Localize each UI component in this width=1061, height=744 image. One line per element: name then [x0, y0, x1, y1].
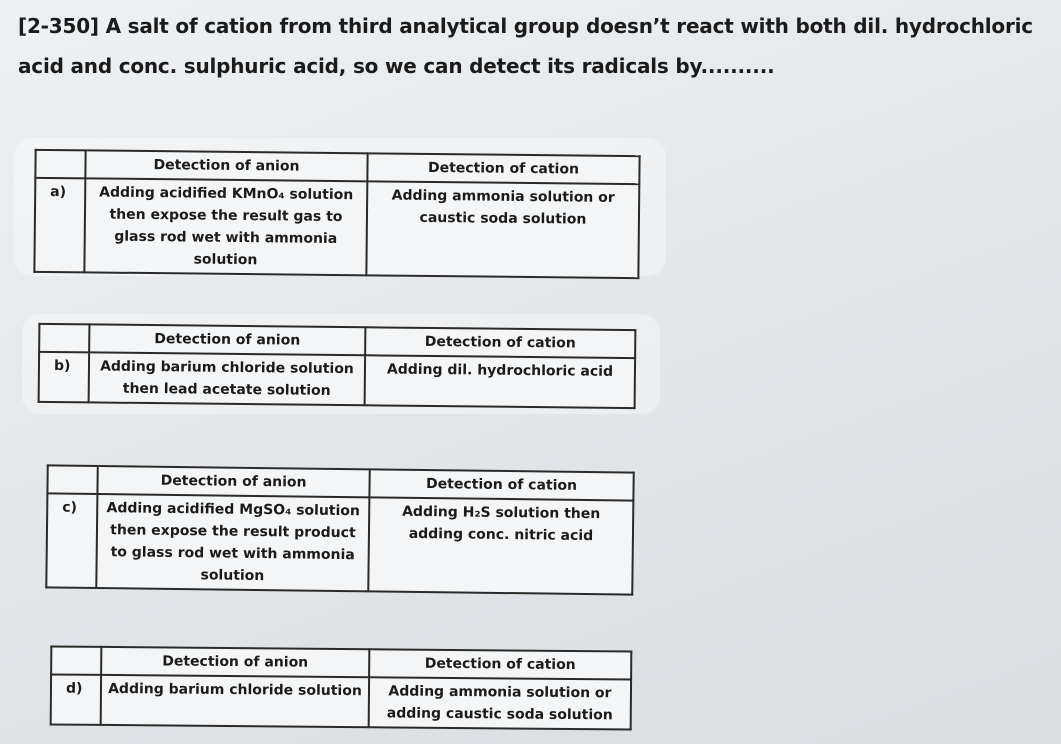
anion-cell: Adding barium chloride solution then lead acetate solution	[89, 352, 366, 405]
option-a-table[interactable]	[33, 149, 640, 279]
cation-cell: Adding H₂S solution then adding conc. nitric acid	[368, 497, 633, 594]
option-c-table[interactable]	[45, 464, 634, 595]
cation-header: Detection of cation	[367, 153, 639, 184]
anion-header: Detection of anion	[101, 647, 369, 677]
option-letter: d)	[51, 674, 101, 724]
question-text: [2-350] A salt of cation from third analytical group doesn’t react with both dil. hydrochloric acid and conc. sulphuric acid, so we can detect its radicals by..........	[18, 14, 1033, 78]
option-row[interactable]	[39, 352, 635, 408]
anion-header: Detection of anion	[85, 150, 367, 181]
cation-header: Detection of cation	[365, 327, 635, 358]
option-row[interactable]	[34, 178, 639, 278]
empty-cell	[47, 465, 97, 494]
cation-header: Detection of cation	[369, 469, 633, 500]
option-row[interactable]	[46, 493, 633, 594]
anion-cell: Adding acidified MgSO₄ solution then expose the result product to glass rod wet with ammonia solution	[96, 494, 369, 591]
cation-cell: Adding ammonia solution or caustic soda solution	[366, 181, 639, 278]
cation-header: Detection of cation	[369, 649, 631, 679]
anion-header: Detection of anion	[89, 324, 365, 355]
empty-cell	[35, 150, 85, 179]
cation-cell: Adding dil. hydrochloric acid	[365, 355, 636, 408]
anion-cell: Adding acidified KMnO₄ solution then expose the result gas to glass rod wet with ammonia solution	[84, 178, 367, 275]
option-letter: a)	[34, 178, 85, 273]
cation-cell: Adding ammonia solution or adding caustic soda solution	[369, 677, 631, 729]
option-letter: c)	[46, 493, 97, 588]
anion-cell: Adding barium chloride solution	[101, 675, 369, 727]
option-b-table[interactable]	[38, 323, 637, 409]
option-letter: b)	[39, 352, 90, 403]
option-d-table[interactable]	[50, 645, 633, 730]
empty-cell	[51, 646, 101, 674]
option-row[interactable]	[51, 674, 631, 729]
anion-header: Detection of anion	[97, 466, 369, 497]
empty-cell	[39, 324, 89, 353]
